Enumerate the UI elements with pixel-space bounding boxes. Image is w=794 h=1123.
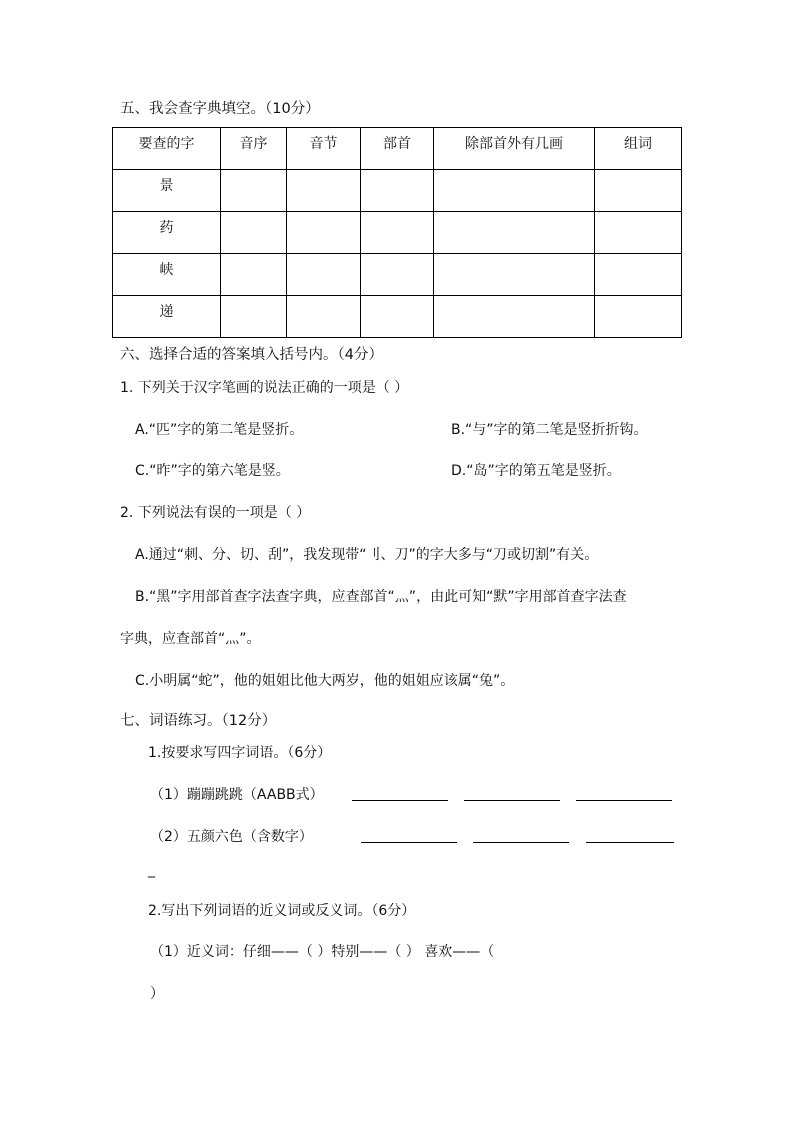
- answer-cell[interactable]: [434, 170, 595, 212]
- row-character: 景: [113, 170, 221, 212]
- option-2b-line2[interactable]: 字典，应查部首“灬”。: [120, 631, 261, 647]
- answer-cell[interactable]: [221, 212, 287, 254]
- answer-cell[interactable]: [287, 296, 361, 338]
- answer-blank[interactable]: [464, 800, 560, 801]
- stray-underscore: _: [148, 862, 155, 878]
- answer-cell[interactable]: [595, 254, 682, 296]
- option-1b[interactable]: B.“与”字的第二笔是竖折折钩。: [451, 422, 648, 438]
- option-1a[interactable]: A.“匹”字的第二笔是竖折。: [135, 422, 304, 438]
- answer-cell[interactable]: [287, 254, 361, 296]
- answer-cell[interactable]: [595, 170, 682, 212]
- section6-title: 六、选择合适的答案填入括号内。（4分）: [120, 347, 383, 363]
- question-1-2-prompt: （2）五颜六色（含数字）: [150, 829, 313, 845]
- table-header-cell: 音序: [221, 128, 287, 170]
- answer-blank[interactable]: [352, 800, 448, 801]
- table-row: [113, 296, 682, 338]
- section5-title: 五、我会查字典填空。（10分）: [120, 101, 320, 117]
- answer-blank[interactable]: [473, 842, 569, 843]
- option-2b-line1[interactable]: B.“黑”字用部首查字法查字典，应查部首“灬”，由此可知“默”字用部首查字法查: [135, 589, 627, 605]
- dictionary-table: [112, 127, 682, 338]
- section7-question-1: 1.按要求写四字词语。（6分）: [148, 745, 332, 761]
- option-2c[interactable]: C.小明属“蛇”，他的姐姐比他大两岁，他的姐姐应该属“兔”。: [135, 673, 515, 689]
- question-1-stem: 1. 下列关于汉字笔画的说法正确的一项是（ ）: [120, 380, 409, 396]
- answer-cell[interactable]: [221, 170, 287, 212]
- table-header-cell: 要查的字: [113, 128, 221, 170]
- answer-cell[interactable]: [361, 254, 434, 296]
- table-row: [113, 212, 682, 254]
- section7-title: 七、词语练习。（12分）: [120, 713, 277, 729]
- table-row: [113, 170, 682, 212]
- answer-cell[interactable]: [287, 212, 361, 254]
- answer-cell[interactable]: [595, 296, 682, 338]
- answer-cell[interactable]: [434, 296, 595, 338]
- answer-blank[interactable]: [586, 842, 674, 843]
- answer-cell[interactable]: [434, 212, 595, 254]
- question-2-stem: 2. 下列说法有误的一项是（ ）: [120, 505, 311, 521]
- table-header-cell: 组词: [595, 128, 682, 170]
- answer-cell[interactable]: [287, 170, 361, 212]
- row-character: 递: [113, 296, 221, 338]
- answer-blank[interactable]: [361, 842, 457, 843]
- table-header-row: [113, 128, 682, 170]
- question-1-1-prompt: （1）蹦蹦跳跳（AABB式）: [150, 787, 324, 803]
- option-2a[interactable]: A.通过“刺、分、切、刮”，我发现带“刂、刀”的字大多与“刀或切割”有关。: [135, 547, 599, 563]
- answer-cell[interactable]: [221, 254, 287, 296]
- table-header-cell: 部首: [361, 128, 434, 170]
- question-2-1-prompt: （1）近义词：仔细——（ ）特别——（ ） 喜欢——（: [150, 944, 495, 960]
- table-header-cell: 音节: [287, 128, 361, 170]
- row-character: 峡: [113, 254, 221, 296]
- question-2-1-close-paren: ）: [150, 986, 164, 1002]
- option-1d[interactable]: D.“岛”字的第五笔是竖折。: [451, 463, 621, 479]
- answer-cell[interactable]: [434, 254, 595, 296]
- option-1c[interactable]: C.“昨”字的第六笔是竖。: [135, 463, 290, 479]
- answer-cell[interactable]: [221, 296, 287, 338]
- answer-cell[interactable]: [361, 296, 434, 338]
- table-header-cell: 除部首外有几画: [434, 128, 595, 170]
- answer-cell[interactable]: [361, 212, 434, 254]
- row-character: 药: [113, 212, 221, 254]
- answer-cell[interactable]: [595, 212, 682, 254]
- section7-question-2: 2.写出下列词语的近义词或反义词。（6分）: [148, 903, 416, 919]
- answer-cell[interactable]: [361, 170, 434, 212]
- table-row: [113, 254, 682, 296]
- answer-blank[interactable]: [576, 800, 672, 801]
